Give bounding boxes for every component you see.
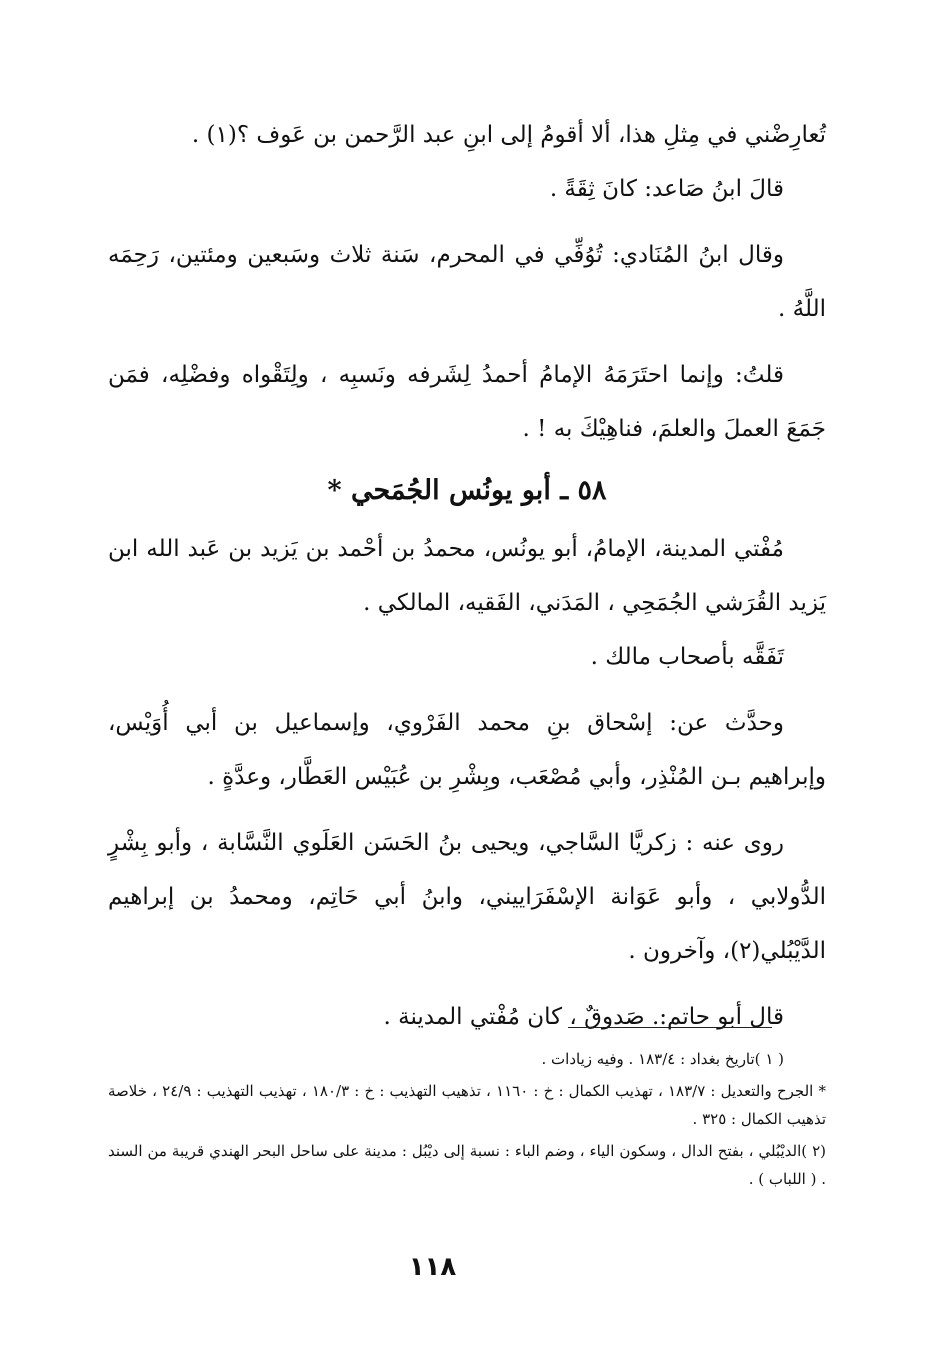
paragraph-biography: مُفْتي المدينة، الإمامُ، أبو يونُس، محمدُ بن أحْمد بن يَزيد بن عَبد الله ابن يَزيد القُرَشي الجُمَحِي ، المَدَني، الفَقيه، المالكي . bbox=[108, 536, 826, 616]
paragraph-continuation: تُعارِضْني في مِثلِ هذا، ألا أقومُ إلى ابنِ عبد الرَّحمن بن عَوف ؟(١) . bbox=[191, 122, 826, 148]
paragraph-ibn-saed: قالَ ابنُ صَاعد: كانَ ثِقَةً . bbox=[549, 176, 784, 202]
paragraph-abu-hatim: قال أبو حاتم:. صَدوقٌ ، كان مُفْتي المدينة . bbox=[383, 1004, 784, 1030]
footnote-1: ( ١ )تاريخ بغداد : ١٨٣/٤ . وفيه زيادات . bbox=[541, 1050, 784, 1068]
paragraph-fiqh: تَفَقَّه بأصحاب مالك . bbox=[590, 644, 784, 670]
paragraph-students: روى عنه : زكريَّا السَّاجي، ويحيى بنُ الحَسَن العَلَوي النَّسَّابة ، وأبو بِشْرٍ الدُّولابي ، وأبو عَوَانة الإسْفَرَاييني، وابنُ أبي حَاتِم، ومحمدُ بن إبراهيم الدَّيْبُلي(٢)، وآخرون . bbox=[108, 830, 826, 964]
paragraph-teachers: وحدَّث عن: إسْحاق بنِ محمد الفَرْوي، وإسماعيل بن أبي أُوَيْس، وإبراهيم بـن المُنْذِر، وأبي مُصْعَب، وبِشْرِ بن عُبَيْس العَطَّار، وعدَّةٍ . bbox=[108, 710, 826, 790]
footnotes bbox=[108, 1045, 826, 1193]
paragraph-ibn-munadi: وقال ابنُ المُنَادي: تُوُفِّي في المحرم، سَنة ثلاث وسَبعين ومئتين، رَحِمَه اللَّهُ . bbox=[108, 242, 826, 322]
section-heading: ٥٨ ـ أبو يونُس الجُمَحي * bbox=[327, 475, 607, 506]
footnote-divider bbox=[568, 1027, 772, 1028]
page-number: ١١٨ bbox=[408, 1252, 457, 1282]
footnote-sources: * الجرح والتعديل : ١٨٣/٧ ، تهذيب الكمال : خ : ١١٦٠ ، تذهيب التهذيب : خ : ١٨٠/٣ ، تهذيب التهذيب : ٢٤/٩ ، خلاصة تذهيب الكمال : ٣٢٥ . bbox=[108, 1082, 826, 1128]
paragraph-author-note: قلتُ: وإنما احتَرَمَهُ الإمامُ أحمدُ لِشَرفه ونَسبِه ، ولِتَقْواه وفضْلِه، فمَن جَمَعَ العملَ والعلمَ، فناهِيْكَ به ! . bbox=[108, 362, 826, 442]
main-text bbox=[108, 108, 826, 1044]
footnote-2: (٢ )الديْبُلي ، بفتح الدال ، وسكون الياء ، وضم الباء : نسبة إلى ديْبُل : مدينة على ساحل البحر الهندي قريبة من السند . ( اللباب ) . bbox=[108, 1142, 826, 1188]
